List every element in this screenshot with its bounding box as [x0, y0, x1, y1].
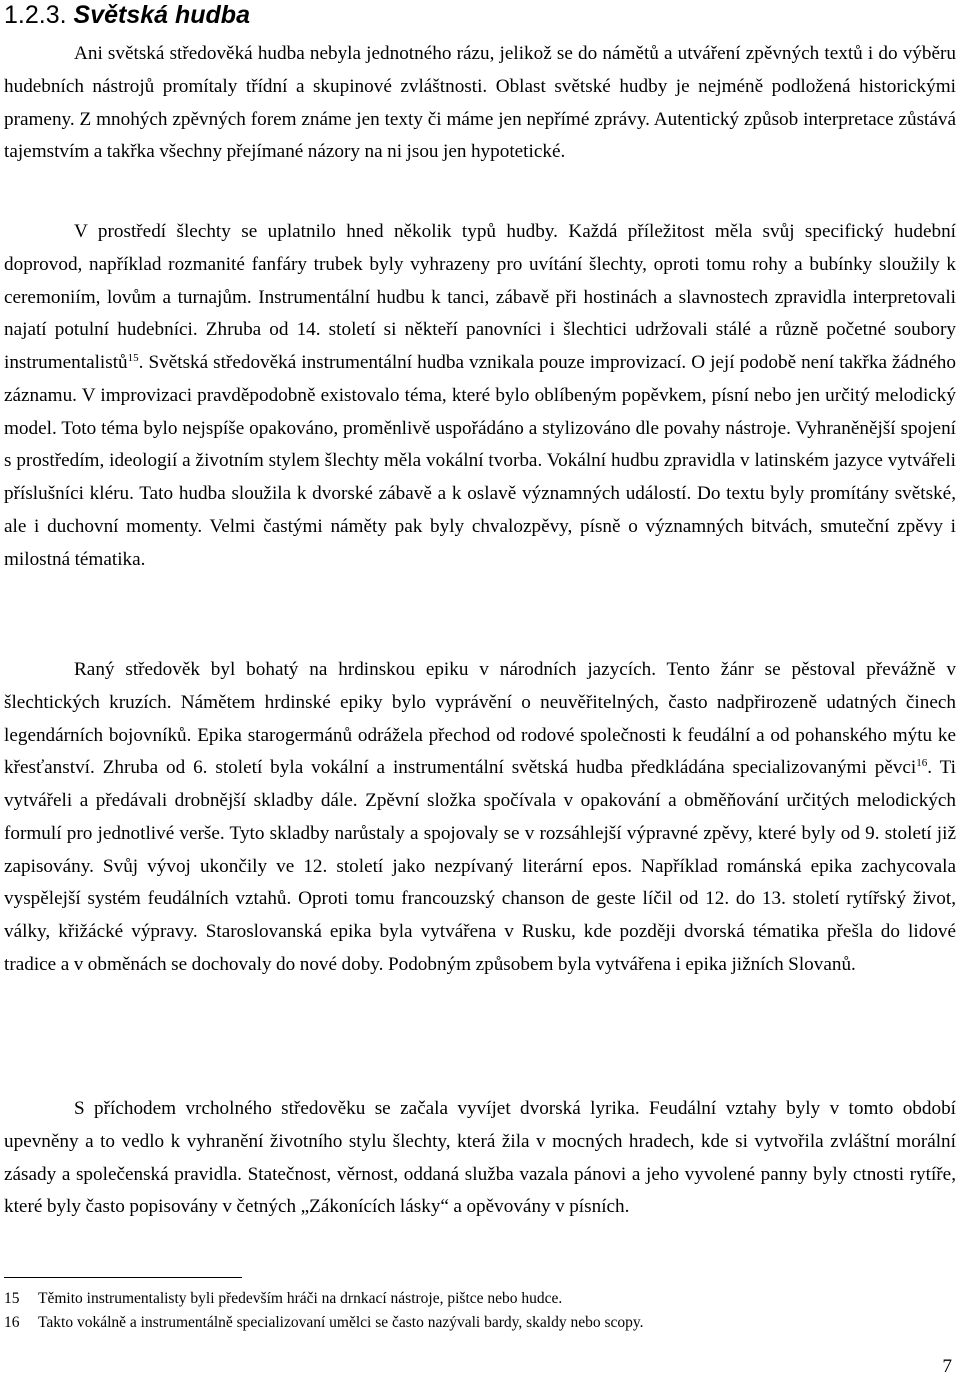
- footnote-ref: 16: [916, 757, 928, 770]
- footnote-15: [4, 1287, 956, 1311]
- paragraph-4: [4, 1093, 956, 1224]
- footnote-text: Takto vokálně a instrumentálně specializovaní umělci se často nazývali bardy, skaldy nebo scopy.: [38, 1314, 644, 1331]
- section-heading: [4, 0, 250, 30]
- footnote-number: 15: [4, 1290, 20, 1307]
- footnotes: [4, 1287, 956, 1335]
- footnote-ref: 15: [127, 352, 139, 364]
- paragraph-text: Raný středověk byl bohatý na hrdinskou epiku v národních jazycích. Tento žánr se pěstoval převážně v šlechtických kruzích. Námětem hrdinské epiky bylo vyprávění o neuvěřitelných, často nadpřirozeně udatných činech legendárních bojovníků. Epika starogermánů odrážela přechod od rodové společnosti k feudální a od pohanského mýtu ke křesťanství. Zhruba od 6. století byla vokální a instrumentální světská hudba předkládána specializovanými pěvci: [4, 659, 956, 779]
- paragraph-1: [4, 38, 956, 169]
- paragraph-text: S příchodem vrcholného středověku se začala vyvíjet dvorská lyrika. Feudální vztahy byly v tomto období upevněny a to vedlo k vyhranění životního stylu šlechty, která žila v mocných hradech, kde si vytvořila zvláštní morální zásady a společenská pravidla. Statečnost, věrnost, oddaná služba vazala pánovi a jeho vyvolené panny byly ctnosti rytíře, které byly často popisovány v četných „Zákonících lásky“ a opěvovány v písních.: [4, 1098, 956, 1218]
- paragraph-text: . Světská středověká instrumentální hudba vznikala pouze improvizací. O její podobě není takřka žádného záznamu. V improvizaci pravděpodobně existovalo téma, které bylo oblíbeným popěvkem, písní nebo jen určitý melodický model. Toto téma bylo nejspíše opakováno, proměnlivě uspořádáno a stylizováno dle povahy nástroje. Vyhraněnější spojení s prostředím, ideologií a životním stylem šlechty měla vokální tvorba. Vokální hudbu zpravidla v latinském jazyce vytvářeli příslušníci kléru. Tato hudba sloužila k dvorské zábavě a k oslavě významných událostí. Do textu byly promítány světské, ale i duchovní momenty. Velmi častými náměty pak byly chvalozpěvy, písně o významných bitvách, smuteční zpěvy i milostná tématika.: [4, 352, 956, 570]
- paragraph-2: [4, 216, 956, 576]
- paragraph-text: . Ti vytvářeli a předávali drobnější skladby dále. Zpěvní složka spočívala v opakování a obměňování určitých melodických formulí pro jednotlivé verše. Tyto skladby narůstaly a spojovaly se v rozsáhlejší výpravné zpěvy, které byly od 9. století již zapisovány. Svůj vývoj ukončily ve 12. století jako nezpívaný literární epos. Například románská epika zachycovala vyspělejší systém feudálních vztahů. Oproti tomu francouzský chanson de geste líčil od 12. do 13. století rytířský život, války, křižácké výpravy. Staroslovanská epika byla vytvářena v Rusku, kde později dvorská tématika přešla do lidové tradice a v obměnách se dochovaly do nové doby. Podobným způsobem byla vytvářena i epika jižních Slovanů.: [4, 757, 956, 975]
- footnote-separator: [4, 1277, 242, 1278]
- paragraph-text: V prostředí šlechty se uplatnilo hned několik typů hudby. Každá příležitost měla svůj specifický hudební doprovod, například rozmanité fanfáry trubek byly vyhrazeny pro uvítání šlechty, oproti tomu rohy a bubínky sloužily k ceremoniím, lovům a turnajům. Instrumentální hudbu k tanci, zábavě při hostinách a slavnostech zpravidla interpretovali najatí potulní hudebníci. Zhruba od 14. století si někteří panovníci i šlechtici udržovali stálé a různě početné soubory instrumentalistů: [4, 221, 956, 373]
- paragraph-text: Ani světská středověká hudba nebyla jednotného rázu, jelikož se do námětů a utváření zpěvných textů i do výběru hudebních nástrojů promítaly třídní a skupinové zvláštnosti. Oblast světské hudby je nejméně podložená historickými prameny. Z mnohých zpěvných forem známe jen texty či máme jen nepřímé zprávy. Autentický způsob interpretace zůstává tajemstvím a takřka všechny přejímané názory na ni jsou jen hypotetické.: [4, 43, 956, 163]
- footnote-text: Těmito instrumentalisty byli především hráči na drnkací nástroje, pištce nebo hudce.: [38, 1290, 563, 1307]
- footnote-number: 16: [4, 1314, 20, 1331]
- document-page: [4, 0, 956, 1383]
- paragraph-3: [4, 654, 956, 982]
- footnote-16: [4, 1311, 956, 1335]
- page-number: 7: [942, 1356, 952, 1377]
- section-title: Světská hudba: [73, 1, 250, 29]
- section-number: 1.2.3.: [4, 1, 67, 29]
